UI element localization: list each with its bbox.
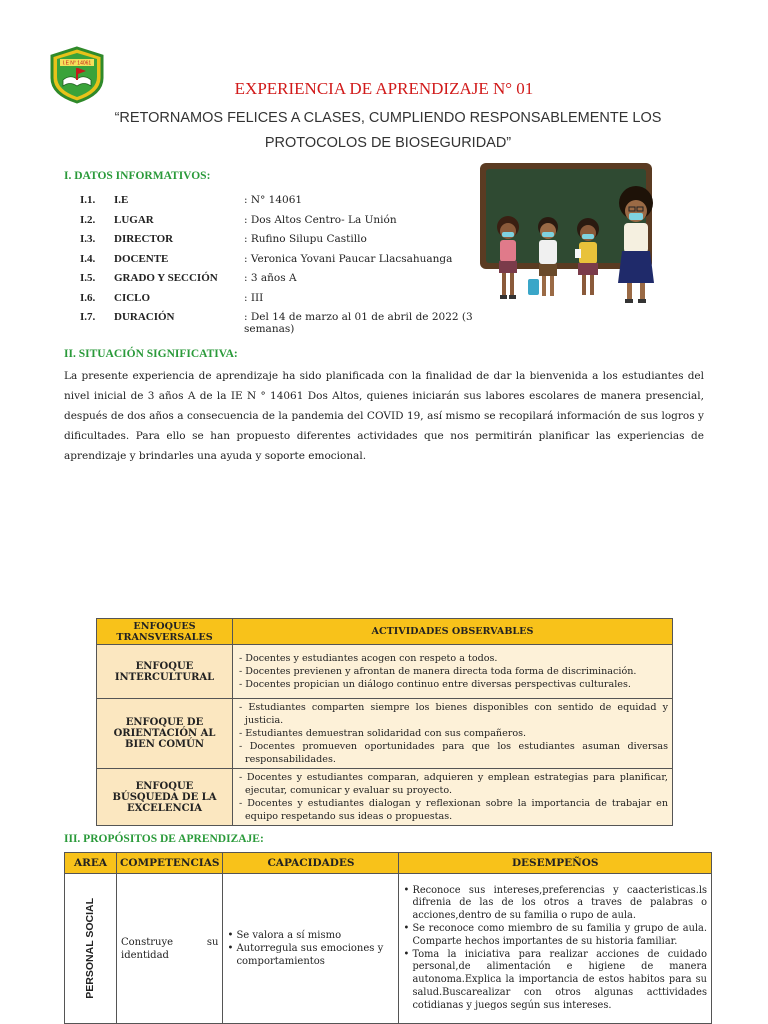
enfoque-name: ENFOQUE BÚSQUEDA DE LA EXCELENCIA	[97, 769, 233, 826]
info-row	[80, 233, 500, 253]
info-label: I.E	[114, 194, 129, 206]
activity-item: - Docentes previenen y afrontan de manera directa toda forma de discriminación.	[239, 666, 637, 677]
enfoque-activities	[233, 645, 673, 699]
capacidades-cell	[223, 874, 399, 1024]
info-list	[80, 194, 500, 335]
info-num: I.1.	[80, 194, 96, 206]
info-value: : N° 14061	[244, 194, 303, 206]
logo-text: I.E N° 14061	[62, 60, 92, 67]
activity-item: - Docentes propician un diálogo continuo entre diversas perspectivas culturales.	[239, 679, 631, 690]
info-value: : Rufino Silupu Castillo	[244, 233, 367, 245]
classroom-illustration	[478, 161, 678, 311]
info-value: : Veronica Yovani Paucar Llacsahuanga	[244, 252, 453, 265]
info-row	[80, 311, 500, 335]
activity-item: - Estudiantes demuestran solidaridad con sus compañeros.	[239, 728, 527, 739]
info-num: I.2.	[80, 213, 96, 226]
header-competencias: COMPETENCIAS	[117, 853, 223, 874]
activity-item: - Docentes promueven oportunidades para que los estudiantes asuman diversas responsabilidades.	[239, 741, 668, 765]
activity-item: - Docentes y estudiantes comparan, adquieren y emplean estrategias para planificar, ejecutar, comunicar y evaluar su proyecto.	[239, 772, 668, 796]
document-title: EXPERIENCIA DE APRENDIZAJE N° 01	[234, 79, 534, 98]
info-value: : III	[244, 291, 264, 304]
competencia-word: identidad	[121, 949, 169, 961]
info-value: : Dos Altos Centro- La Unión	[244, 213, 397, 226]
info-label: CICLO	[114, 291, 151, 304]
section-heading-situacion: II. SITUACIÓN SIGNIFICATIVA:	[64, 348, 238, 360]
competencia-cell	[117, 874, 223, 1024]
info-row	[80, 292, 500, 312]
desempenos-cell	[399, 874, 712, 1024]
info-row	[80, 272, 500, 292]
enfoques-header-right: ACTIVIDADES OBSERVABLES	[233, 619, 673, 645]
activity-item: - Estudiantes comparten siempre los bienes disponibles con sentido de equidad y justicia.	[239, 702, 668, 726]
info-row	[80, 253, 500, 273]
info-label: DIRECTOR	[114, 233, 174, 245]
desempeno-item: • Reconoce sus intereses,preferencias y caacteristicas.ls difrenia de las de los otros a traves de palabras o acciones,dentro de su familia o rupo de aula.	[403, 885, 707, 923]
enfoque-name: ENFOQUE INTERCULTURAL	[97, 645, 233, 699]
header-capacidades: CAPACIDADES	[223, 853, 399, 874]
header-desempenos: DESEMPEÑOS	[399, 853, 712, 874]
info-num: I.7.	[80, 311, 96, 323]
info-label: GRADO Y SECCIÓN	[114, 272, 218, 284]
document-subtitle: “RETORNAMOS FELICES A CLASES, CUMPLIENDO RESPONSABLEMENTE LOS PROTOCOLOS DE BIOSEGURIDAD”	[114, 110, 662, 151]
competencia-word: Construye	[121, 936, 174, 948]
propositos-table	[64, 852, 712, 1024]
area-label: PERSONAL SOCIAL	[84, 898, 96, 999]
info-row	[80, 214, 500, 234]
info-label: DOCENTE	[114, 252, 169, 265]
info-num: I.6.	[80, 291, 96, 304]
info-value: : Del 14 de marzo al 01 de abril de 2022 (3 semanas)	[244, 311, 473, 335]
enfoque-activities	[233, 769, 673, 826]
enfoque-name: ENFOQUE DE ORIENTACIÓN AL BIEN COMÚN	[97, 699, 233, 769]
area-cell	[65, 874, 117, 1024]
situacion-paragraph: La presente experiencia de aprendizaje ha sido planificada con la finalidad de dar la bienvenida a los estudiantes del nivel inicial de 3 años A de la IE N ° 14061 Dos Altos, quienes iniciarán sus labores escolares de manera presencial, después de dos años a consecuencia de la pandemia del COVID 19, así mismo se recopilará información de sus logros y dificultades. Para ello se han propuesto diferentes actividades que nos permitirán planificar las experiencias de aprendizaje y brindarles una ayuda y soporte emocional.	[64, 370, 704, 462]
info-row	[80, 194, 500, 214]
info-value: : 3 años A	[244, 272, 297, 284]
desempeno-item: • Se reconoce como miembro de su familia y grupo de aula. Comparte hechos importantes de su historia familiar.	[403, 923, 707, 949]
desempeno-item: • Toma la iniciativa para realizar acciones de cuidado personal,de alimentación e higiene de manera autonoma.Explica la importancia de estos habitos para su salud.Buscarealizar con otros algunas acttividades cotidianas y juegos según sus intereses.	[403, 949, 707, 1013]
section-heading-datos: I. DATOS INFORMATIVOS:	[64, 170, 211, 182]
info-label: DURACIÓN	[114, 311, 175, 323]
enfoques-table	[96, 618, 673, 826]
competencia-word: su	[206, 936, 219, 948]
enfoque-activities	[233, 699, 673, 769]
capacidad-item: • Se valora a sí mismo	[227, 929, 394, 942]
info-num: I.4.	[80, 252, 96, 265]
section-heading-propositos: III. PROPÓSITOS DE APRENDIZAJE:	[64, 833, 264, 845]
capacidad-item: • Autorregula sus emociones y comportamientos	[227, 942, 394, 968]
enfoques-header-left: ENFOQUES TRANSVERSALES	[97, 619, 233, 645]
info-num: I.3.	[80, 233, 96, 245]
info-label: LUGAR	[114, 213, 154, 226]
info-num: I.5.	[80, 272, 96, 284]
header-area: AREA	[65, 853, 117, 874]
activity-item: - Docentes y estudiantes acogen con respeto a todos.	[239, 653, 498, 664]
activity-item: - Docentes y estudiantes dialogan y reflexionan sobre la importancia de trabajar en equipo respetando sus ideas o propuestas.	[239, 798, 668, 822]
